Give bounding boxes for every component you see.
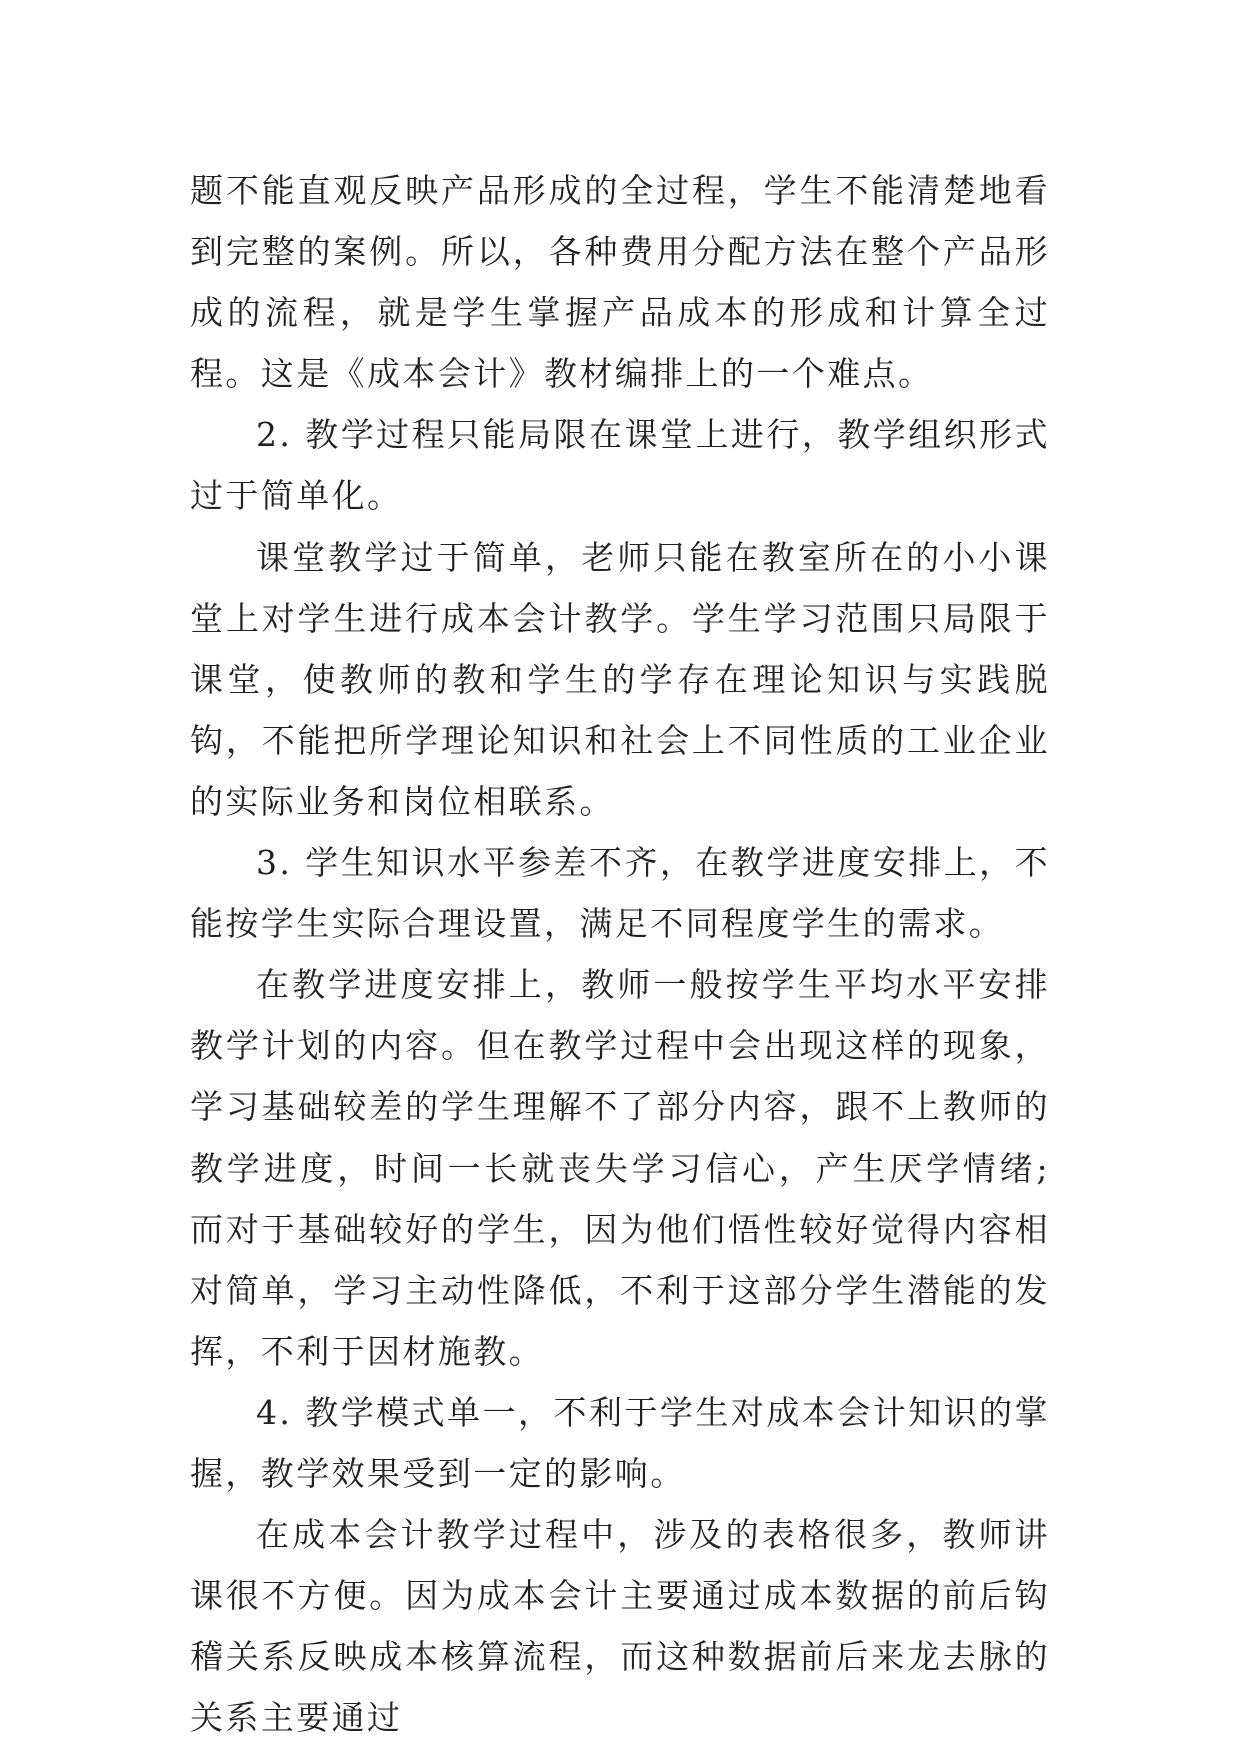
paragraph-point-2-body: 课堂教学过于简单，老师只能在教室所在的小小课堂上对学生进行成本会计教学。学生学习范围只局限于课堂，使教师的教和学生的学存在理论知识与实践脱钩，不能把所学理论知识和社会上不同性质的工业企业的实际业务和岗位相联系。 — [190, 537, 1050, 821]
paragraph-continuation: 题不能直观反映产品形成的全过程，学生不能清楚地看到完整的案例。所以，各种费用分配方法在整个产品形成的流程，就是学生掌握产品成本的形成和计算全过程。这是《成本会计》教材编排上的一个难点。 — [190, 171, 1050, 394]
paragraph-point-2-heading: 2. 教学过程只能局限在课堂上进行，教学组织形式过于简单化。 — [190, 415, 1050, 516]
paragraph-point-3-heading: 3. 学生知识水平参差不齐，在教学进度安排上，不能按学生实际合理设置，满足不同程度学生的需求。 — [190, 843, 1050, 944]
paragraph-point-4-heading: 4. 教学模式单一，不利于学生对成本会计知识的掌握，教学效果受到一定的影响。 — [190, 1392, 1050, 1493]
paragraph-point-3-body: 在教学进度安排上，教师一般按学生平均水平安排教学计划的内容。但在教学过程中会出现这样的现象，学习基础较差的学生理解不了部分内容，跟不上教师的教学进度，时间一长就丧失学习信心，产生厌学情绪;而对于基础较好的学生，因为他们悟性较好觉得内容相对简单，学习主动性降低，不利于这部分学生潜能的发挥，不利于因材施教。 — [190, 965, 1050, 1371]
document-body — [190, 160, 1050, 1748]
paragraph-point-4-body: 在成本会计教学过程中，涉及的表格很多，教师讲课很不方便。因为成本会计主要通过成本数据的前后钩稽关系反映成本核算流程，而这种数据前后来龙去脉的关系主要通过 — [190, 1515, 1050, 1738]
